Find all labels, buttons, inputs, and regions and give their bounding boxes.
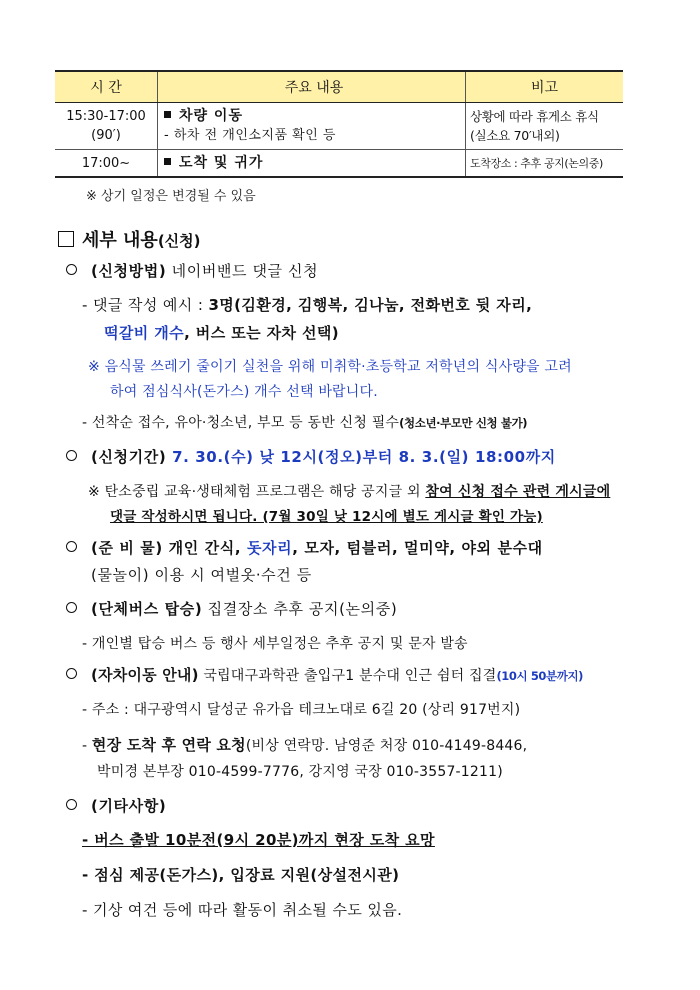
contact-prefix: -: [82, 738, 92, 754]
duration-text: (90′): [91, 128, 121, 143]
address-line: - 주소 : 대구광역시 달성군 유가읍 테크노대로 6길 20 (상리 917번지): [82, 702, 521, 718]
time-text: 15:30-17:00: [66, 109, 146, 124]
contact-line1: [82, 734, 527, 755]
item-label: (기타사항): [91, 797, 167, 815]
first-come-line: [82, 412, 527, 432]
item-label: (신청방법): [91, 262, 167, 280]
item-text: 집결장소 추후 공지(논의중): [202, 600, 398, 618]
time-cell: 17:00~: [55, 150, 158, 178]
main-cell: [158, 150, 466, 178]
checkbox-square-icon: [58, 231, 74, 247]
schedule-table: [55, 70, 623, 178]
header-note: 비고: [466, 71, 624, 103]
period-note-line2: 댓글 작성하시면 됩니다. (7월 30일 낮 12시에 별도 게시글 확인 가능): [110, 509, 543, 525]
car-time-small: (10시 50분까지): [496, 669, 584, 683]
supplies-text: 개인 간식,: [162, 539, 247, 557]
section-subtitle: (신청): [157, 232, 201, 250]
square-bullet-icon: [164, 111, 171, 118]
example-bold: 3명(김환경, 김행복, 김나눔, 전화번호 뒷 자리,: [208, 296, 533, 314]
item-label: (준 비 물): [91, 539, 163, 557]
section-title: 세부 내용: [82, 230, 158, 251]
circle-bullet-icon: [66, 799, 77, 810]
note-text: 상황에 따라 휴게소 휴식: [470, 109, 599, 124]
header-time: 시 간: [55, 71, 158, 103]
main-title: 차량 이동: [179, 108, 243, 124]
meal-note-line2: 하여 점심식사(돈가스) 개수 선택 바랍니다.: [110, 384, 378, 400]
first-come-text: - 선착순 접수, 유아·청소년, 부모 등 동반 신청 필수: [82, 415, 400, 431]
square-bullet-icon: [164, 158, 171, 165]
time-cell: [55, 103, 158, 150]
main-title: 도착 및 귀가: [179, 154, 264, 171]
circle-bullet-icon: [66, 264, 77, 275]
apply-period-item: [66, 446, 556, 467]
contact-text: (비상 연락망. 남영준 처장 010-4149-8446,: [245, 738, 528, 754]
first-come-small: (청소년·부모만 신청 불가): [399, 416, 528, 430]
example-line-2: [104, 322, 339, 343]
etc-item-2: - 점심 제공(돈가스), 입장료 지원(상설전시관): [82, 866, 400, 884]
table-row: [55, 103, 623, 150]
period-note-prefix: ※ 탄소중립 교육·생태체험 프로그램은 해당 공지글 외: [88, 484, 426, 500]
table-row: [55, 150, 623, 178]
circle-bullet-icon: [66, 668, 77, 679]
header-main: 주요 내용: [158, 71, 466, 103]
period-text: 7. 30.(수) 낮 12시(정오)부터 8. 3.(일) 18:00까지: [166, 448, 556, 466]
example-rest: , 버스 또는 자차 선택): [184, 324, 340, 342]
section-heading: [58, 226, 201, 252]
main-detail: - 하차 전 개인소지품 확인 등: [164, 128, 336, 143]
circle-bullet-icon: [66, 541, 77, 552]
period-note-line1: [88, 481, 610, 501]
etc-item: [66, 795, 166, 816]
apply-method-item: [66, 260, 318, 281]
contact-line2: 박미경 본부장 010-4599-7776, 강지영 국장 010-3557-1211): [97, 764, 503, 780]
example-prefix: - 댓글 작성 예시 :: [82, 296, 209, 314]
item-text: 국립대구과학관 출입구1 분수대 인근 쉼터 집결: [198, 668, 497, 684]
main-cell: [158, 103, 466, 150]
item-text: 네이버밴드 댓글 신청: [166, 262, 319, 280]
example-highlight: 떡갈비 개수: [104, 324, 185, 342]
example-line: [82, 294, 532, 315]
bus-sub: - 개인별 탑승 버스 등 행사 세부일정은 추후 공지 및 문자 발송: [82, 636, 468, 652]
supplies-highlight: 돗자리: [246, 539, 293, 557]
contact-bold: 현장 도착 후 연락 요청: [91, 736, 246, 754]
item-label: (자차이동 안내): [91, 666, 199, 684]
bus-item: [66, 598, 397, 619]
etc-item-3: - 기상 여건 등에 따라 활동이 취소될 수도 있음.: [82, 901, 403, 919]
circle-bullet-icon: [66, 450, 77, 461]
etc-item-1: - 버스 출발 10분전(9시 20분)까지 현장 도착 요망: [82, 831, 435, 849]
meal-note-line1: ※ 음식물 쓰레기 줄이기 실천을 위해 미취학·초등학교 저학년의 식사량을 고려: [88, 359, 572, 375]
supplies-item: [66, 537, 543, 558]
item-label: (단체버스 탑승): [91, 600, 203, 618]
item-label: (신청기간): [91, 448, 167, 466]
note-text: (실소요 70′내외): [470, 128, 560, 143]
supplies-line2: (물놀이) 이용 시 여벌옷·수건 등: [91, 566, 312, 584]
schedule-note: ※ 상기 일정은 변경될 수 있음: [86, 189, 256, 204]
note-cell: [466, 103, 624, 150]
period-note-bold: 참여 신청 접수 관련 게시글에: [425, 484, 611, 500]
supplies-text: , 모자, 텀블러, 멀미약, 야외 분수대: [292, 539, 543, 557]
table-header-row: [55, 71, 623, 103]
note-cell: 도착장소 : 추후 공지(논의중): [466, 150, 624, 178]
car-item: [66, 664, 583, 685]
circle-bullet-icon: [66, 602, 77, 613]
